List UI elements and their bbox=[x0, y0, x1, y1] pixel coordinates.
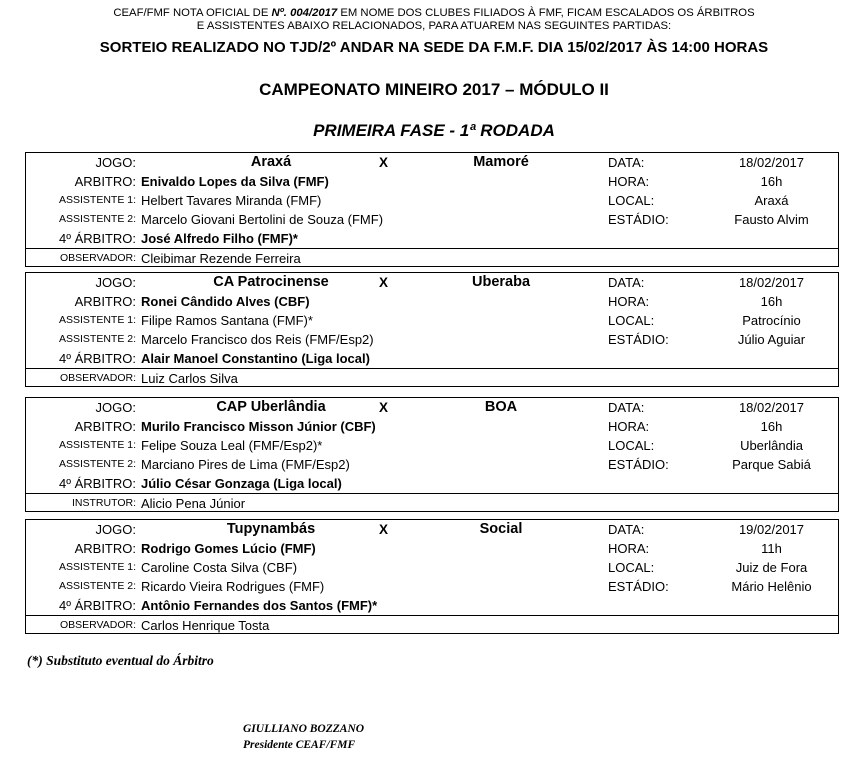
note-rest: EM NOME DOS CLUBES FILIADOS À FMF, FICAM ESCALADOS OS ÁRBITROS bbox=[337, 7, 755, 19]
away-team: Uberaba bbox=[471, 274, 531, 290]
official-note-header bbox=[0, 7, 868, 33]
match-date: 18/02/2017 bbox=[738, 275, 805, 290]
match-row-observer bbox=[26, 615, 838, 635]
referee-label: ARBITRO: bbox=[74, 174, 136, 189]
assistant1-label: ASSISTENTE 1: bbox=[58, 439, 136, 451]
assistant1-name: Filipe Ramos Santana (FMF)* bbox=[141, 313, 313, 328]
observer-label: OBSERVADOR: bbox=[59, 252, 136, 264]
match-date: 19/02/2017 bbox=[738, 522, 805, 537]
match-row-observer bbox=[26, 368, 838, 388]
assistant2-name: Marcelo Francisco dos Reis (FMF/Esp2) bbox=[141, 332, 374, 347]
match-location: Patrocínio bbox=[742, 313, 801, 328]
signature-name: GIULLIANO BOZZANO bbox=[243, 723, 365, 735]
jogo-label: JOGO: bbox=[95, 400, 136, 415]
assistant2-name: Marciano Pires de Lima (FMF/Esp2) bbox=[141, 457, 350, 472]
match-location: Juiz de Fora bbox=[735, 560, 808, 575]
match-row-assistant2 bbox=[26, 210, 838, 229]
match-date: 18/02/2017 bbox=[738, 155, 805, 170]
assistant1-name: Felipe Souza Leal (FMF/Esp2)* bbox=[141, 438, 323, 453]
note-prefix: CEAF/FMF NOTA OFICIAL DE bbox=[113, 7, 272, 19]
fourth-official-label: 4º ÁRBITRO: bbox=[59, 351, 136, 366]
match-row-game bbox=[26, 153, 838, 172]
match-row-referee bbox=[26, 292, 838, 311]
home-team: CAP Uberlândia bbox=[216, 399, 326, 415]
observer-label: OBSERVADOR: bbox=[59, 619, 136, 631]
versus-mark: X bbox=[379, 275, 389, 290]
match-stadium: Fausto Alvim bbox=[734, 212, 809, 227]
away-team: Mamoré bbox=[473, 154, 529, 170]
phase-title: PRIMEIRA FASE - 1ª RODADA bbox=[313, 121, 555, 140]
match-time: 16h bbox=[760, 294, 783, 309]
date-label: DATA: bbox=[608, 155, 645, 170]
location-label: LOCAL: bbox=[608, 313, 655, 328]
match-row-referee bbox=[26, 417, 838, 436]
assistant1-name: Helbert Tavares Miranda (FMF) bbox=[141, 193, 322, 208]
referee-name: Murilo Francisco Misson Júnior (CBF) bbox=[141, 419, 376, 434]
match-card bbox=[25, 519, 839, 634]
referee-label: ARBITRO: bbox=[74, 541, 136, 556]
assistant1-name: Caroline Costa Silva (CBF) bbox=[141, 560, 298, 575]
match-stadium: Parque Sabiá bbox=[732, 457, 811, 472]
time-label: HORA: bbox=[608, 174, 650, 189]
referee-label: ARBITRO: bbox=[74, 419, 136, 434]
match-stadium: Mário Helênio bbox=[731, 579, 812, 594]
fourth-official-name: José Alfredo Filho (FMF)* bbox=[141, 231, 298, 246]
home-team: Araxá bbox=[250, 154, 292, 170]
assistant1-label: ASSISTENTE 1: bbox=[58, 561, 136, 573]
time-label: HORA: bbox=[608, 419, 650, 434]
observer-label: OBSERVADOR: bbox=[59, 372, 136, 384]
official-note-line2: E ASSISTENTES ABAIXO RELACIONADOS, PARA ATUAREM NAS SEGUINTES PARTIDAS: bbox=[196, 20, 672, 32]
observer-name: Carlos Henrique Tosta bbox=[141, 618, 270, 633]
match-row-assistant2 bbox=[26, 330, 838, 349]
match-row-referee bbox=[26, 539, 838, 558]
date-label: DATA: bbox=[608, 400, 645, 415]
jogo-label: JOGO: bbox=[95, 275, 136, 290]
match-row-fourth bbox=[26, 349, 838, 368]
match-row-observer bbox=[26, 493, 838, 513]
location-label: LOCAL: bbox=[608, 193, 655, 208]
home-team: CA Patrocinense bbox=[213, 274, 329, 290]
match-time: 16h bbox=[760, 419, 783, 434]
match-location: Araxá bbox=[754, 193, 789, 208]
match-row-fourth bbox=[26, 596, 838, 615]
assistant2-label: ASSISTENTE 2: bbox=[58, 580, 136, 592]
match-card bbox=[25, 152, 839, 267]
match-row-game bbox=[26, 520, 838, 539]
match-row-game bbox=[26, 273, 838, 292]
championship-title: CAMPEONATO MINEIRO 2017 – MÓDULO II bbox=[259, 80, 609, 99]
stadium-label: ESTÁDIO: bbox=[608, 332, 669, 347]
versus-mark: X bbox=[379, 155, 389, 170]
location-label: LOCAL: bbox=[608, 438, 655, 453]
jogo-label: JOGO: bbox=[95, 522, 136, 537]
fourth-official-name: Antônio Fernandes dos Santos (FMF)* bbox=[141, 598, 378, 613]
match-row-assistant1 bbox=[26, 558, 838, 577]
match-row-assistant1 bbox=[26, 436, 838, 455]
stadium-label: ESTÁDIO: bbox=[608, 212, 669, 227]
match-row-game bbox=[26, 398, 838, 417]
match-time: 11h bbox=[761, 541, 782, 556]
official-note-line1 bbox=[0, 7, 868, 20]
fourth-official-label: 4º ÁRBITRO: bbox=[59, 476, 136, 491]
assistant1-label: ASSISTENTE 1: bbox=[58, 314, 136, 326]
home-team: Tupynambás bbox=[226, 521, 316, 537]
fourth-official-label: 4º ÁRBITRO: bbox=[59, 598, 136, 613]
match-card bbox=[25, 272, 839, 387]
fourth-official-name: Alair Manoel Constantino (Liga local) bbox=[141, 351, 370, 366]
fourth-official-label: 4º ÁRBITRO: bbox=[59, 231, 136, 246]
jogo-label: JOGO: bbox=[95, 155, 136, 170]
versus-mark: X bbox=[379, 400, 389, 415]
match-row-referee bbox=[26, 172, 838, 191]
match-row-assistant1 bbox=[26, 191, 838, 210]
assistant2-label: ASSISTENTE 2: bbox=[58, 458, 136, 470]
match-row-observer bbox=[26, 248, 838, 268]
match-stadium: Júlio Aguiar bbox=[737, 332, 806, 347]
match-row-fourth bbox=[26, 474, 838, 493]
observer-name: Luiz Carlos Silva bbox=[141, 371, 238, 386]
observer-label: INSTRUTOR: bbox=[72, 497, 136, 509]
match-row-assistant2 bbox=[26, 577, 838, 596]
location-label: LOCAL: bbox=[608, 560, 655, 575]
observer-name: Alicio Pena Júnior bbox=[141, 496, 246, 511]
assistant2-label: ASSISTENTE 2: bbox=[58, 333, 136, 345]
signature-title: Presidente CEAF/FMF bbox=[243, 739, 356, 751]
match-row-assistant1 bbox=[26, 311, 838, 330]
date-label: DATA: bbox=[608, 522, 645, 537]
note-number: Nº. 004/2017 bbox=[271, 7, 338, 19]
draw-info: SORTEIO REALIZADO NO TJD/2º ANDAR NA SEDE DA F.M.F. DIA 15/02/2017 ÀS 14:00 HORAS bbox=[99, 39, 769, 56]
date-label: DATA: bbox=[608, 275, 645, 290]
away-team: BOA bbox=[484, 399, 518, 415]
match-location: Uberlândia bbox=[740, 438, 803, 453]
match-date: 18/02/2017 bbox=[738, 400, 805, 415]
referee-name: Enivaldo Lopes da Silva (FMF) bbox=[141, 174, 329, 189]
observer-name: Cleibimar Rezende Ferreira bbox=[141, 251, 301, 266]
assistant1-label: ASSISTENTE 1: bbox=[58, 194, 136, 206]
match-time: 16h bbox=[760, 174, 783, 189]
match-card bbox=[25, 397, 839, 512]
stadium-label: ESTÁDIO: bbox=[608, 579, 669, 594]
match-row-fourth bbox=[26, 229, 838, 248]
fourth-official-name: Júlio César Gonzaga (Liga local) bbox=[141, 476, 342, 491]
referee-name: Rodrigo Gomes Lúcio (FMF) bbox=[141, 541, 316, 556]
assistant2-name: Marcelo Giovani Bertolini de Souza (FMF) bbox=[141, 212, 384, 227]
referee-name: Ronei Cândido Alves (CBF) bbox=[141, 294, 310, 309]
time-label: HORA: bbox=[608, 294, 650, 309]
versus-mark: X bbox=[379, 522, 389, 537]
stadium-label: ESTÁDIO: bbox=[608, 457, 669, 472]
assistant2-name: Ricardo Vieira Rodrigues (FMF) bbox=[141, 579, 325, 594]
referee-label: ARBITRO: bbox=[74, 294, 136, 309]
time-label: HORA: bbox=[608, 541, 650, 556]
footnote: (*) Substituto eventual do Árbitro bbox=[27, 653, 214, 668]
match-row-assistant2 bbox=[26, 455, 838, 474]
assistant2-label: ASSISTENTE 2: bbox=[58, 213, 136, 225]
away-team: Social bbox=[479, 521, 523, 537]
